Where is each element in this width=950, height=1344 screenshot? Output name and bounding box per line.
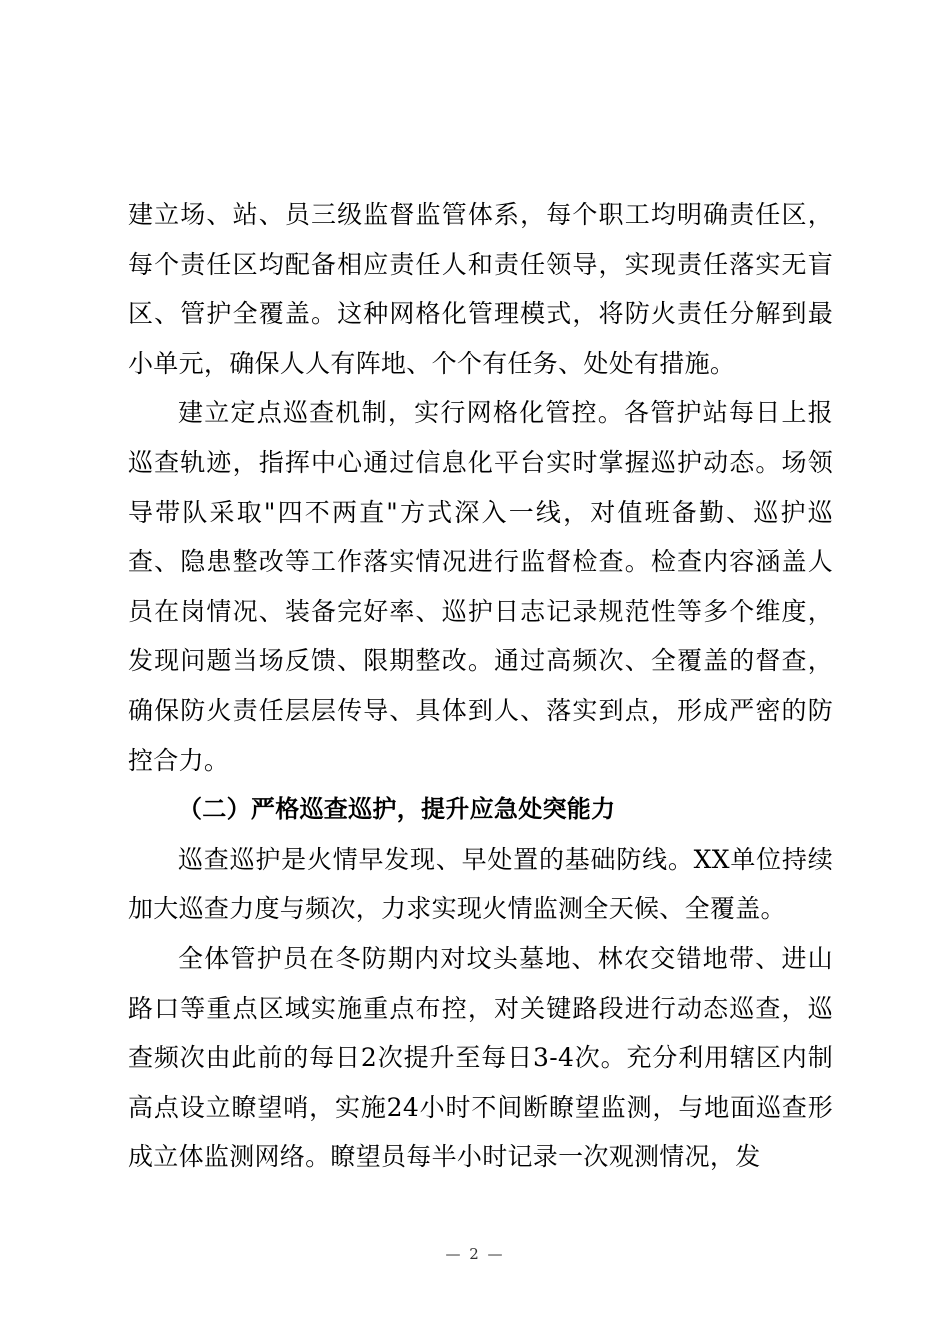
paragraph-patrol-details: 全体管护员在冬防期内对坟头墓地、林农交错地带、进山路口等重点区域实施重点布控，对关键路段进行动态巡查，巡查频次由此前的每日2次提升至每日3-4次。充分利用辖区内制高点设立瞭望哨，实施24小时不间断瞭望监测，与地面巡查形成立体监测网络。瞭望员每半小时记录一次观测情况，发 bbox=[128, 943, 833, 1172]
paragraph-patrol-intro: 巡查巡护是火情早发现、早处置的基础防线。XX单位持续加大巡查力度与频次，力求实现火情监测全天候、全覆盖。 bbox=[128, 844, 833, 924]
section-heading: （二）严格巡查巡护，提升应急处突能力 bbox=[178, 795, 616, 824]
paragraph-continued: 建立场、站、员三级监督监管体系，每个职工均明确责任区，每个责任区均配备相应责任人和责任领导，实现责任落实无盲区、管护全覆盖。这种网格化管理模式，将防火责任分解到最小单元，确保人人有阵地、个个有任务、处处有措施。 bbox=[128, 200, 833, 378]
paragraph-inspection-mechanism: 建立定点巡查机制，实行网格化管控。各管护站每日上报巡查轨迹，指挥中心通过信息化平台实时掌握巡护动态。场领导带队采取"四不两直"方式深入一线，对值班备勤、巡护巡查、隐患整改等工作落实情况进行监督检查。检查内容涵盖人员在岗情况、装备完好率、巡护日志记录规范性等多个维度，发现问题当场反馈、限期整改。通过高频次、全覆盖的督查，确保防火责任层层传导、具体到人、落实到点，形成严密的防控合力。 bbox=[128, 398, 833, 775]
document-body bbox=[128, 190, 833, 1182]
page-number: — 2 — bbox=[445, 1245, 505, 1263]
